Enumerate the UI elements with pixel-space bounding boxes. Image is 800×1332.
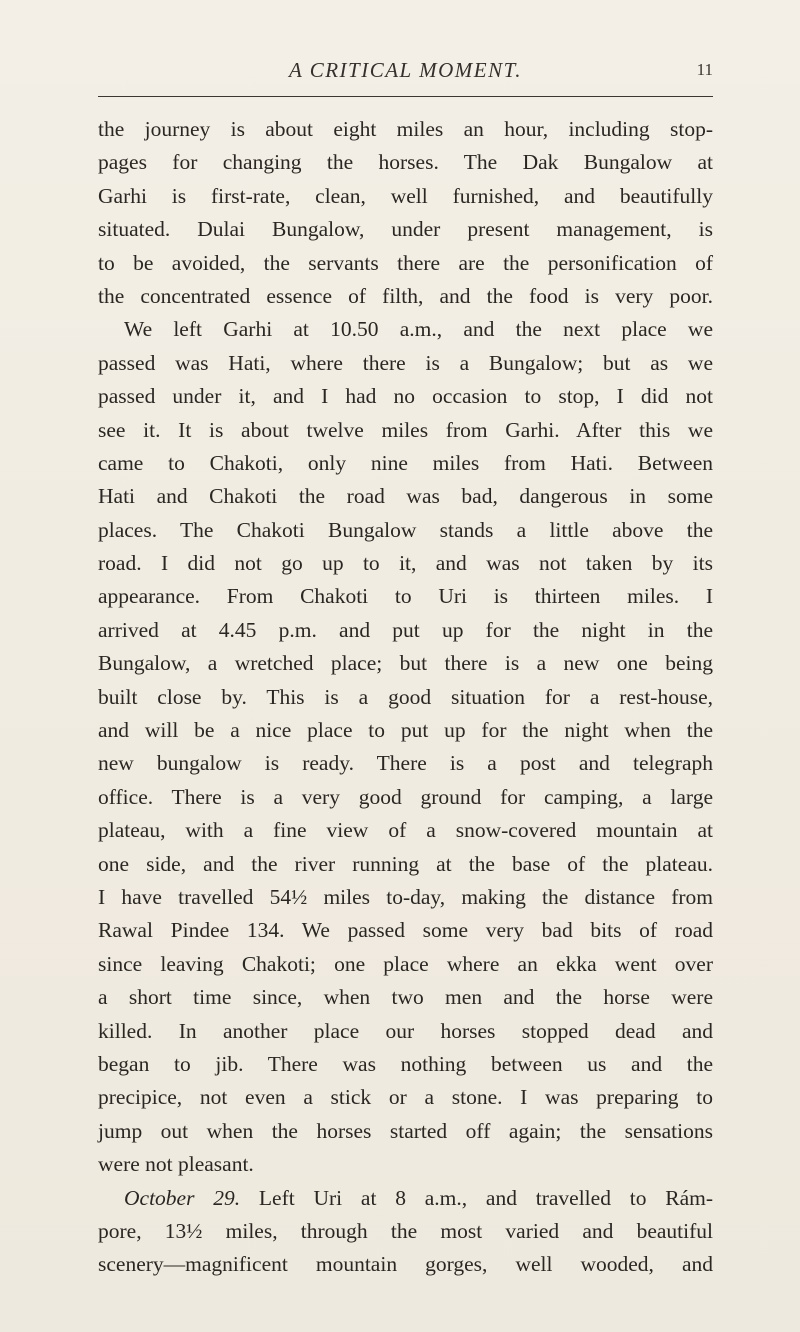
text-line: Rawal Pindee 134. We passed some very bad bits of road [98,918,713,943]
text-line: see it. It is about twelve miles from Garhi. After this we [98,417,713,442]
text-line: scenery—magnificent mountain gorges, well wooded, and [98,1252,713,1277]
text-line: situated. Dulai Bungalow, under present management, is [98,217,713,242]
text-line: jump out when the horses started off again; the sensations [98,1118,713,1143]
text-line: places. The Chakoti Bungalow stands a little above the [98,517,713,542]
running-head [98,58,713,88]
text-line: precipice, not even a stick or a stone. I was preparing to [98,1085,713,1110]
text-line: to be avoided, the servants there are the personification of [98,250,713,275]
text-line [98,1182,713,1215]
text-line: pages for changing the horses. The Dak Bungalow at [98,150,713,175]
text-line: arrived at 4.45 p.m. and put up for the night in the [98,617,713,642]
text-line: since leaving Chakoti; one place where an ekka went over [98,951,713,976]
body-text [98,113,713,1282]
text-line: We left Garhi at 10.50 a.m., and the next place we [124,317,713,342]
entry-date: October 29. [124,1185,241,1210]
text-line: plateau, with a fine view of a snow-covered mountain at [98,818,713,843]
text-line: appearance. From Chakoti to Uri is thirteen miles. I [98,584,713,609]
header-rule [98,96,713,97]
text-line: passed under it, and I had no occasion to stop, I did not [98,384,713,409]
text-line: a short time since, when two men and the horse were [98,985,713,1010]
text-line: and will be a nice place to put up for the night when the [98,718,713,743]
text-line: road. I did not go up to it, and was not taken by its [98,551,713,576]
text-line: I have travelled 54½ miles to-day, making the distance from [98,884,713,909]
text-line: the concentrated essence of filth, and the food is very poor. [98,283,713,308]
page-number: 11 [696,60,713,79]
text-line: the journey is about eight miles an hour, including stop- [98,117,713,141]
text-line: built close by. This is a good situation for a rest-house, [98,684,713,709]
text-line: killed. In another place our horses stopped dead and [98,1018,713,1043]
text-line: Hati and Chakoti the road was bad, dangerous in some [98,484,713,509]
text-line: were not pleasant. [98,1152,254,1177]
entry-text: Left Uri at 8 a.m., and travelled to Rám- [240,1185,713,1210]
text-line: pore, 13½ miles, through the most varied and beautiful [98,1218,713,1243]
text-line: began to jib. There was nothing between us and the [98,1051,713,1076]
running-title: A CRITICAL MOMENT. [289,58,522,82]
text-line: office. There is a very good ground for camping, a large [98,784,713,809]
text-line: new bungalow is ready. There is a post and telegraph [98,751,713,776]
text-line: passed was Hati, where there is a Bungalow; but as we [98,350,713,375]
text-line: one side, and the river running at the base of the plateau. [98,851,713,876]
text-line: came to Chakoti, only nine miles from Hati. Between [98,450,713,475]
text-line: Garhi is first-rate, clean, well furnished, and beautifully [98,183,713,208]
text-line: Bungalow, a wretched place; but there is a new one being [98,651,713,676]
